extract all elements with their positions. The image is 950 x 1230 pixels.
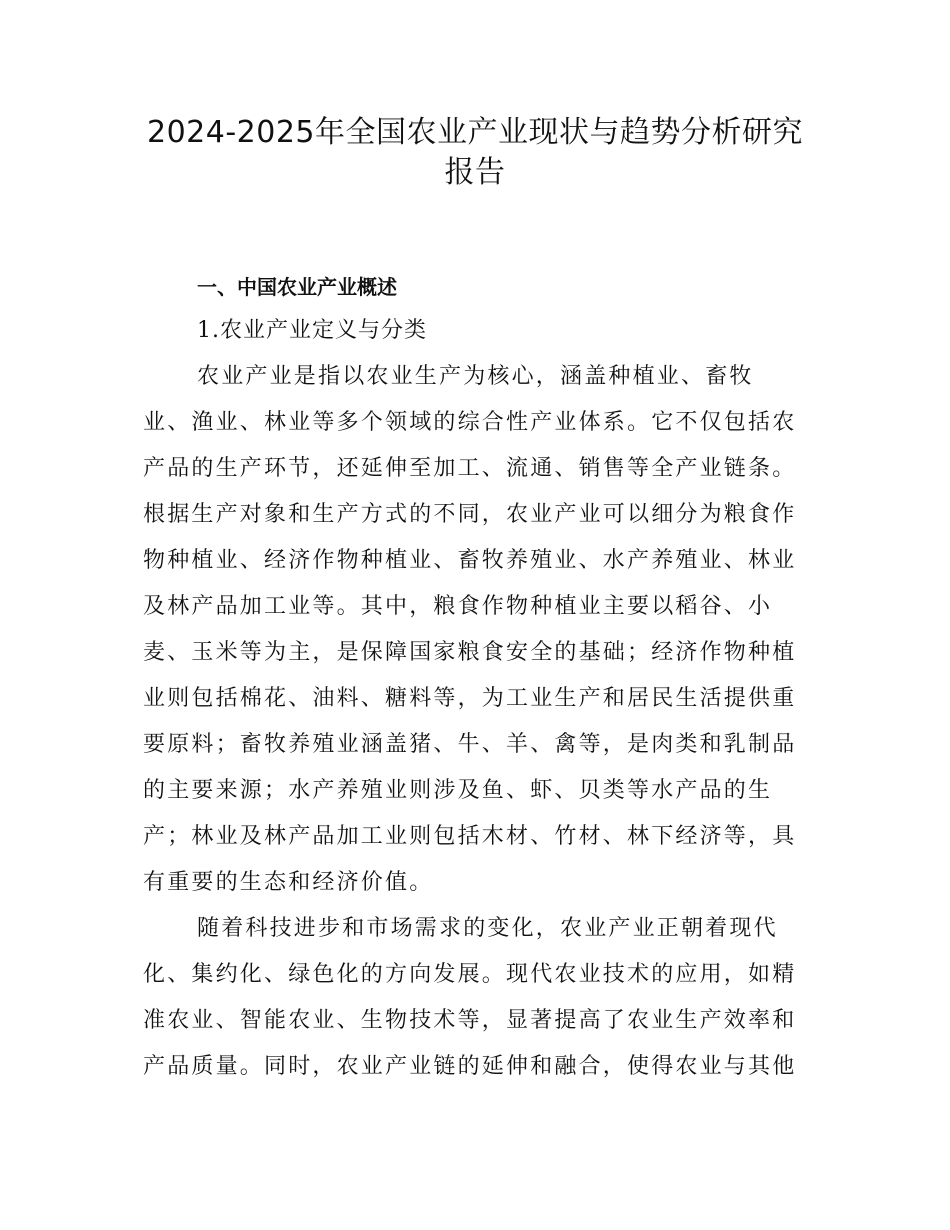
paragraph-1-line-6: 及林产品加工业等。其中，粮食作物种植业主要以稻谷、小	[143, 594, 773, 619]
paragraph-2-line-2: 化、集约化、绿色化的方向发展。现代农业技术的应用，如精	[143, 962, 797, 987]
paragraph-1-line-3: 产品的生产环节，还延伸至加工、流通、销售等全产业链条。	[143, 456, 797, 481]
paragraph-1-line-11: 产；林业及林产品加工业则包括木材、竹材、林下经济等，具	[143, 824, 797, 849]
paragraph-1-line-7: 麦、玉米等为主，是保障国家粮食安全的基础；经济作物种植	[143, 640, 797, 665]
paragraph-1-line-5: 物种植业、经济作物种植业、畜牧养殖业、水产养殖业、林业	[143, 548, 797, 573]
paragraph-1-line-1: 农业产业是指以农业生产为核心，涵盖种植业、畜牧	[197, 364, 754, 389]
paragraph-2-line-4: 产品质量。同时，农业产业链的延伸和融合，使得农业与其他	[143, 1054, 797, 1079]
paragraph-1-line-2: 业、渔业、林业等多个领域的综合性产业体系。它不仅包括农	[143, 410, 797, 435]
document-title-line-2: 报告	[444, 155, 506, 190]
section-heading: 一、中国农业产业概述	[197, 275, 397, 299]
document-title-line-1: 2024-2025年全国农业产业现状与趋势分析研究	[146, 115, 804, 150]
paragraph-1-line-8: 业则包括棉花、油料、糖料等，为工业生产和居民生活提供重	[143, 686, 797, 711]
paragraph-1-line-9: 要原料；畜牧养殖业涵盖猪、牛、羊、禽等，是肉类和乳制品	[143, 732, 797, 757]
subsection-heading: 1.农业产业定义与分类	[197, 318, 427, 343]
paragraph-1-line-4: 根据生产对象和生产方式的不同，农业产业可以细分为粮食作	[143, 502, 797, 527]
paragraph-2-line-3: 准农业、智能农业、生物技术等，显著提高了农业生产效率和	[143, 1008, 797, 1033]
paragraph-1-line-10: 的主要来源；水产养殖业则涉及鱼、虾、贝类等水产品的生	[143, 778, 773, 803]
paragraph-1-line-12: 有重要的生态和经济价值。	[143, 870, 434, 895]
paragraph-2-line-1: 随着科技进步和市场需求的变化，农业产业正朝着现代	[197, 916, 778, 941]
